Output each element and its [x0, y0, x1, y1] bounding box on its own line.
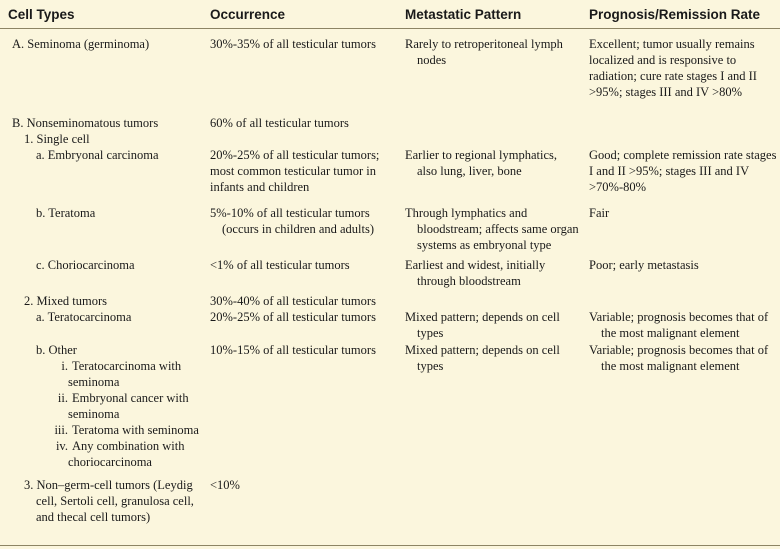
- row-embryonal-occurrence: 20%-25% of all testicular tumors; most common testicular tumor in infants and children: [210, 148, 380, 194]
- row-seminoma-occurrence: 30%-35% of all testicular tumors: [210, 37, 376, 51]
- row-other-prognosis: Variable; prognosis becomes that of the most malignant element: [589, 343, 769, 373]
- table-row: [0, 257, 780, 293]
- header-occurrence: Occurrence: [200, 0, 396, 29]
- table-row: [0, 115, 780, 131]
- row-seminoma-metastatic: Rarely to retroperitoneal lymph nodes: [405, 37, 563, 67]
- header-cell-types: Cell Types: [0, 0, 200, 29]
- row-teratoma-prognosis: Fair: [589, 206, 610, 220]
- row-choriocarcinoma-prognosis: Poor; early metastasis: [589, 258, 699, 272]
- row-teratocarcinoma-cell: a. Teratocarcinoma: [36, 310, 132, 324]
- table-row: [0, 29, 780, 116]
- row-other-metastatic: Mixed pattern; depends on cell types: [405, 343, 560, 373]
- row-seminoma-cell: A. Seminoma (germinoma): [12, 37, 150, 51]
- list-item: ii. Embryonal cancer with seminoma: [57, 391, 189, 421]
- row-mixed-cell: 2. Mixed tumors: [24, 294, 107, 308]
- row-non-germ-cell: 3. Non–germ-cell tumors (Leydig cell, Sertoli cell, granulosa cell, and thecal cell tumors): [24, 478, 194, 524]
- row-other-occurrence: 10%-15% of all testicular tumors: [210, 343, 376, 357]
- header-metastatic-pattern: Metastatic Pattern: [396, 0, 580, 29]
- row-non-germ-occurrence: <10%: [210, 478, 240, 492]
- table-row: [0, 342, 780, 477]
- table-row: [0, 147, 780, 196]
- row-mixed-occurrence: 30%-40% of all testicular tumors: [210, 294, 376, 308]
- table-row: [0, 309, 780, 342]
- row-nonseminomatous-occurrence: 60% of all testicular tumors: [210, 116, 349, 130]
- row-teratocarcinoma-prognosis: Variable; prognosis becomes that of the most malignant element: [589, 310, 769, 340]
- list-item: iv. Any combination with choriocarcinoma: [55, 439, 185, 469]
- table-header-row: [0, 0, 780, 29]
- row-teratoma-occurrence: 5%-10% of all testicular tumors (occurs in children and adults): [210, 206, 375, 236]
- row-choriocarcinoma-metastatic: Earliest and widest, initially through bloodstream: [405, 258, 546, 288]
- row-nonseminomatous-cell: B. Nonseminomatous tumors: [12, 116, 159, 130]
- row-embryonal-cell: a. Embryonal carcinoma: [36, 148, 159, 162]
- bottom-rule: [0, 545, 780, 546]
- table-row: [0, 477, 780, 525]
- row-other-cell: b. Other: [36, 343, 77, 357]
- row-single-cell-cell: 1. Single cell: [24, 132, 90, 146]
- row-choriocarcinoma-cell: c. Choriocarcinoma: [36, 258, 135, 272]
- row-embryonal-metastatic: Earlier to regional lymphatics, also lung, liver, bone: [405, 148, 558, 178]
- table-row: [0, 196, 780, 257]
- row-seminoma-prognosis: Excellent; tumor usually remains localized and is responsive to radiation; cure rate stages I and II >95%; stages III and IV >80%: [589, 37, 757, 99]
- row-teratoma-metastatic: Through lymphatics and bloodstream; affects same organ systems as embryonal type: [405, 206, 579, 252]
- header-prognosis: Prognosis/Remission Rate: [580, 0, 780, 29]
- list-item: iii. Teratoma with seminoma: [54, 423, 199, 437]
- row-teratocarcinoma-metastatic: Mixed pattern; depends on cell types: [405, 310, 560, 340]
- row-choriocarcinoma-occurrence: <1% of all testicular tumors: [210, 258, 350, 272]
- row-teratoma-cell: b. Teratoma: [36, 206, 96, 220]
- list-item: i. Teratocarcinoma with seminoma: [61, 359, 182, 389]
- row-teratocarcinoma-occurrence: 20%-25% of all testicular tumors: [210, 310, 376, 324]
- row-embryonal-prognosis: Good; complete remission rate stages I and II >95%; stages III and IV >70%-80%: [589, 148, 777, 194]
- table-row: [0, 131, 780, 147]
- table-row: [0, 293, 780, 309]
